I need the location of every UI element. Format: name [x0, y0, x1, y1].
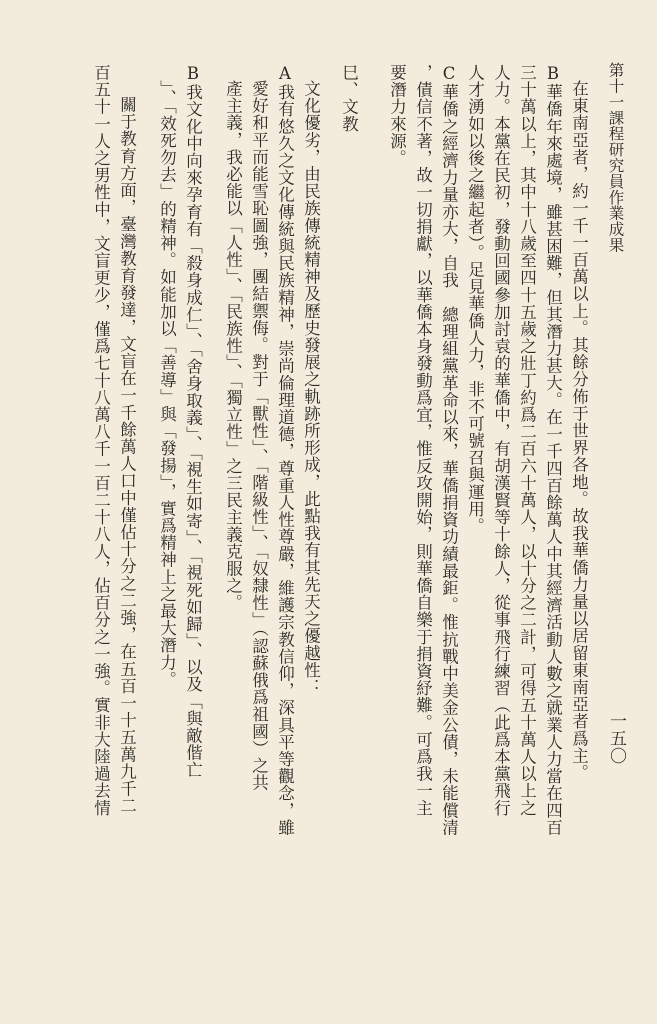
section-heading: 巳、文教: [339, 64, 359, 133]
text-column: 產主義，我必能以「人性」、「民族性」、「獨立性」之三民主義克服之。: [223, 80, 243, 612]
text-column: 三十萬以上，其中十八歲至四十五歲之壯丁約爲二百六十萬人，以十分之二計，可得五十萬人以上之: [517, 64, 537, 817]
text-column: B我文化中向來孕育有「殺身成仁」、「舍身取義」、「視生如寄」、「視死如歸」、以及「與敵偕亡: [183, 64, 203, 779]
text-column: 愛好和平而能雪恥圖強，團結禦侮。對于「獸性」、「階級性」、「奴隸性」（認蘇俄爲祖國）之共: [249, 80, 269, 792]
running-header: 第十一課程研究員作業成果: [606, 62, 625, 253]
text-column: A我有悠久之文化傳統與民族精神，崇尚倫理道德，尊重人性尊嚴，維護宗教信仰，深具平等觀念，雖: [275, 64, 295, 836]
text-column: 人才湧如以後之繼起者）。足見華僑人力，非不可號召與運用。: [465, 64, 485, 535]
text-column: 百五十一人之男性中，文盲更少，僅爲七十八萬八千一百二十八人，佔百分之一強。實非大陸過去情: [91, 64, 111, 817]
text-column: B華僑年來處境，雖甚困難，但其潛力甚大。在一千四百餘萬人中其經濟活動人數之就業人力當在四百: [543, 64, 563, 836]
text-column: 」、「效死勿去」的精神。如能加以「善導」與「發揚」，實爲精神上之最大潛力。: [157, 80, 177, 688]
text-column: 關于教育方面，臺灣教育發達，文盲在一千餘萬人口中僅佔十分之二強，在五百一十五萬九千二: [117, 96, 137, 815]
text-column: C華僑之經濟力量亦大，自我 總理組黨革命以來，華僑捐資功績最鉅。惟抗戰中美金公債，未能償清: [439, 64, 459, 836]
page-number: 一五〇: [606, 712, 626, 765]
text-column: 人力。本黨在民初，發動回國參加討袁的華僑中，有胡漢賢等十餘人，從事飛行練習（此爲本黨飛行: [491, 64, 511, 817]
text-column: 在東南亞者，約一千一百萬以上。其餘分佈于世界各地。故我華僑力量以居留東南亞者爲主。: [569, 80, 589, 782]
text-column: 文化優劣，由民族傳統精神及歷史發展之軌跡所形成，此點我有其先天之優越性：: [301, 80, 321, 696]
text-column: ，債信不著，故一切捐獻，以華僑本身發動爲宜，惟反攻開始，則華僑自樂于捐資紓難。可爲我一主: [413, 64, 433, 817]
text-column: 要潛力來源。: [387, 64, 407, 167]
